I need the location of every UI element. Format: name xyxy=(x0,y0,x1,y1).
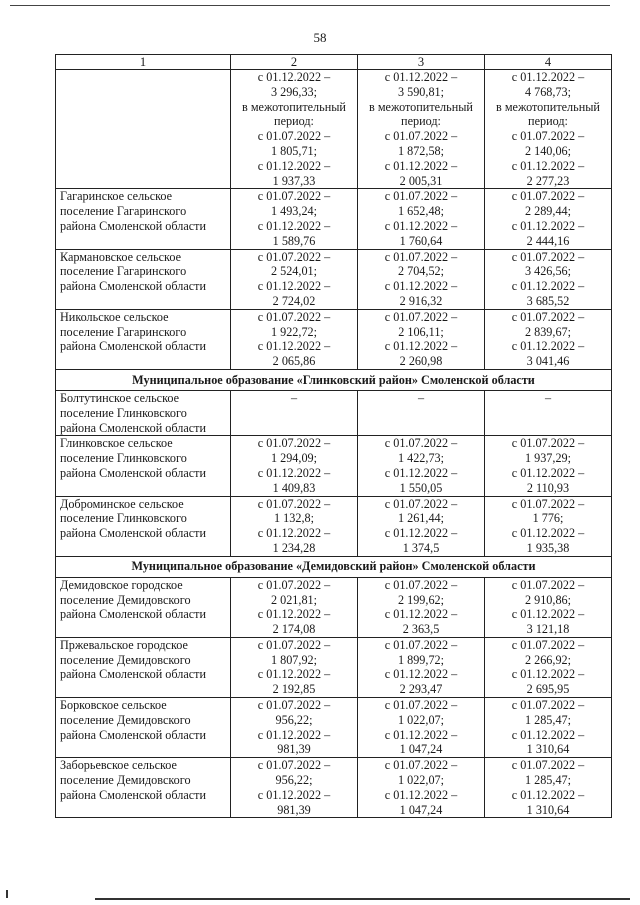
table-row xyxy=(56,309,612,369)
municipality-name-cell: Доброминское сельское поселение Глинковского района Смоленской области xyxy=(56,496,231,556)
table-row xyxy=(56,436,612,496)
tariff-cell-col3: с 01.12.2022 – 3 590,81; в межотопительный период: с 01.07.2022 – 1 872,58; с 01.12.2022 – 2 005,31 xyxy=(358,70,485,189)
table-row xyxy=(56,70,612,189)
tariff-cell-col4: с 01.07.2022 – 2 839,67; с 01.12.2022 – 3 041,46 xyxy=(485,309,612,369)
tariff-cell-col3: с 01.07.2022 – 1 261,44; с 01.12.2022 – 1 374,5 xyxy=(358,496,485,556)
municipality-name-cell: Пржевальское городское поселение Демидовского района Смоленской области xyxy=(56,637,231,697)
municipality-name-cell: Борковское сельское поселение Демидовского района Смоленской области xyxy=(56,698,231,758)
section-row xyxy=(56,369,612,390)
tariff-cell-col4: с 01.07.2022 – 2 289,44; с 01.12.2022 – 2 444,16 xyxy=(485,189,612,249)
municipality-name-cell: Гагаринское сельское поселение Гагаринского района Смоленской области xyxy=(56,189,231,249)
tariff-cell-col4: с 01.07.2022 – 2 910,86; с 01.12.2022 – 3 121,18 xyxy=(485,577,612,637)
municipality-name-cell: Никольское сельское поселение Гагаринского района Смоленской области xyxy=(56,309,231,369)
tariff-cell-col4: с 01.07.2022 – 1 937,29; с 01.12.2022 – 2 110,93 xyxy=(485,436,612,496)
tariff-cell-col3: с 01.07.2022 – 1 652,48; с 01.12.2022 – 1 760,64 xyxy=(358,189,485,249)
table-row xyxy=(56,577,612,637)
municipality-name-cell: Заборьевское сельское поселение Демидовского района Смоленской области xyxy=(56,758,231,818)
tariff-cell-col2: с 01.07.2022 – 1 922,72; с 01.12.2022 – 2 065,86 xyxy=(231,309,358,369)
header-cell-1: 1 xyxy=(56,55,231,70)
tariff-cell-col3: с 01.07.2022 – 2 106,11; с 01.12.2022 – 2 260,98 xyxy=(358,309,485,369)
table-row xyxy=(56,496,612,556)
table-row xyxy=(56,189,612,249)
header-cell-4: 4 xyxy=(485,55,612,70)
tariff-cell-col3: с 01.07.2022 – 1 022,07; с 01.12.2022 – 1 047,24 xyxy=(358,698,485,758)
tariff-cell-col4: с 01.07.2022 – 1 776; с 01.12.2022 – 1 935,38 xyxy=(485,496,612,556)
tariff-cell-col4: с 01.07.2022 – 3 426,56; с 01.12.2022 – 3 685,52 xyxy=(485,249,612,309)
table-header-row xyxy=(56,55,612,70)
tariff-cell-col2: с 01.07.2022 – 956,22; с 01.12.2022 – 981,39 xyxy=(231,758,358,818)
tariff-cell-col3: с 01.07.2022 – 2 199,62; с 01.12.2022 – 2 363,5 xyxy=(358,577,485,637)
municipality-name-cell: Глинковское сельское поселение Глинковского района Смоленской области xyxy=(56,436,231,496)
tariff-cell-col2: с 01.07.2022 – 2 021,81; с 01.12.2022 – 2 174,08 xyxy=(231,577,358,637)
scan-mark xyxy=(6,890,8,898)
tariff-cell-col2: с 01.07.2022 – 1 132,8; с 01.12.2022 – 1 234,28 xyxy=(231,496,358,556)
tariff-cell-col3: с 01.07.2022 – 1 422,73; с 01.12.2022 – 1 550,05 xyxy=(358,436,485,496)
tariff-cell-col4: с 01.07.2022 – 2 266,92; с 01.12.2022 – 2 695,95 xyxy=(485,637,612,697)
tariff-cell-col4: – xyxy=(485,390,612,435)
page-number: 58 xyxy=(313,30,327,45)
tariff-cell-col2: с 01.07.2022 – 956,22; с 01.12.2022 – 981,39 xyxy=(231,698,358,758)
municipality-name-cell xyxy=(56,70,231,189)
tariff-cell-col3: – xyxy=(358,390,485,435)
table-row xyxy=(56,698,612,758)
table-row xyxy=(56,758,612,818)
tariff-table xyxy=(55,54,612,818)
bottom-rule xyxy=(95,898,630,900)
tariff-cell-col3: с 01.07.2022 – 1 022,07; с 01.12.2022 – 1 047,24 xyxy=(358,758,485,818)
tariff-cell-col2: с 01.12.2022 – 3 296,33; в межотопительный период: с 01.07.2022 – 1 805,71; с 01.12.2022 – 1 937,33 xyxy=(231,70,358,189)
header-cell-3: 3 xyxy=(358,55,485,70)
tariff-cell-col4: с 01.07.2022 – 1 285,47; с 01.12.2022 – 1 310,64 xyxy=(485,698,612,758)
tariff-cell-col3: с 01.07.2022 – 2 704,52; с 01.12.2022 – 2 916,32 xyxy=(358,249,485,309)
tariff-cell-col4: с 01.07.2022 – 1 285,47; с 01.12.2022 – 1 310,64 xyxy=(485,758,612,818)
municipality-name-cell: Болтутинское сельское поселение Глинковского района Смоленской области xyxy=(56,390,231,435)
tariff-cell-col3: с 01.07.2022 – 1 899,72; с 01.12.2022 – 2 293,47 xyxy=(358,637,485,697)
tariff-cell-col2: с 01.07.2022 – 2 524,01; с 01.12.2022 – 2 724,02 xyxy=(231,249,358,309)
table-row xyxy=(56,249,612,309)
table-row xyxy=(56,637,612,697)
tariff-cell-col2: с 01.07.2022 – 1 807,92; с 01.12.2022 – 2 192,85 xyxy=(231,637,358,697)
table-row xyxy=(56,390,612,435)
tariff-cell-col4: с 01.12.2022 – 4 768,73; в межотопительный период: с 01.07.2022 – 2 140,06; с 01.12.2022 – 2 277,23 xyxy=(485,70,612,189)
section-row xyxy=(56,556,612,577)
top-rule xyxy=(10,5,610,6)
municipality-name-cell: Кармановское сельское поселение Гагаринского района Смоленской области xyxy=(56,249,231,309)
header-cell-2: 2 xyxy=(231,55,358,70)
section-title: Муниципальное образование «Демидовский район» Смоленской области xyxy=(56,556,612,577)
section-title: Муниципальное образование «Глинковский район» Смоленской области xyxy=(56,369,612,390)
tariff-cell-col2: – xyxy=(231,390,358,435)
tariff-cell-col2: с 01.07.2022 – 1 294,09; с 01.12.2022 – 1 409,83 xyxy=(231,436,358,496)
municipality-name-cell: Демидовское городское поселение Демидовского района Смоленской области xyxy=(56,577,231,637)
tariff-cell-col2: с 01.07.2022 – 1 493,24; с 01.12.2022 – 1 589,76 xyxy=(231,189,358,249)
